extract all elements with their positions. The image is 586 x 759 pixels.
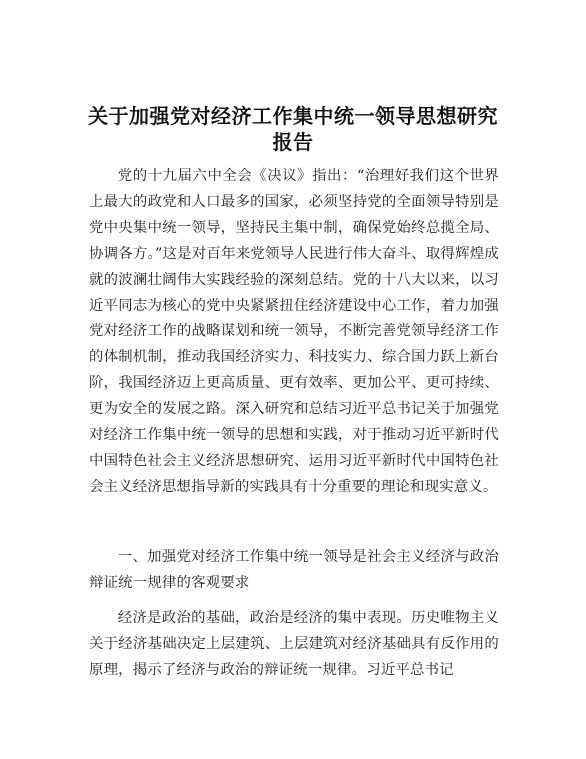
intro-paragraph: 党的十九届六中全会《决议》指出：“治理好我们这个世界上最大的政党和人口最多的国家，必须坚持党的全面领导特别是党中央集中统一领导，坚持民主集中制，确保党始终总揽全局、协调各方。”这是对百年来党领导人民进行伟大奋斗、取得辉煌成就的波澜壮阔伟大实践经验的深刻总结。党的十八大以来，以习近平同志为核心的党中央紧紧扭住经济建设中心工作，着力加强党对经济工作的战略谋划和统一领导，不断完善党领导经济工作的体制机制，推动我国经济实力、科技实力、综合国力跃上新台阶，我国经济迈上更高质量、更有效率、更加公平、更可持续、更为安全的发展之路。深入研究和总结习近平总书记关于加强党对经济工作集中统一领导的思想和实践，对于推动习近平新时代中国特色社会主义经济思想研究、运用习近平新时代中国特色社会主义经济思想指导新的实践具有十分重要的理论和现实意义。 (89, 168, 499, 495)
section-paragraph-1: 经济是政治的基础，政治是经济的集中表现。历史唯物主义关于经济基础决定上层建筑、上层建筑对经济基础具有反作用的原理，揭示了经济与政治的辩证统一规律。习近平总书记 (89, 610, 499, 678)
section-heading-1: 一、加强党对经济工作集中统一领导是社会主义经济与政治辩证统一规律的客观要求 (89, 549, 499, 591)
document-title: 关于加强党对经济工作集中统一领导思想研究报告 (88, 104, 498, 154)
